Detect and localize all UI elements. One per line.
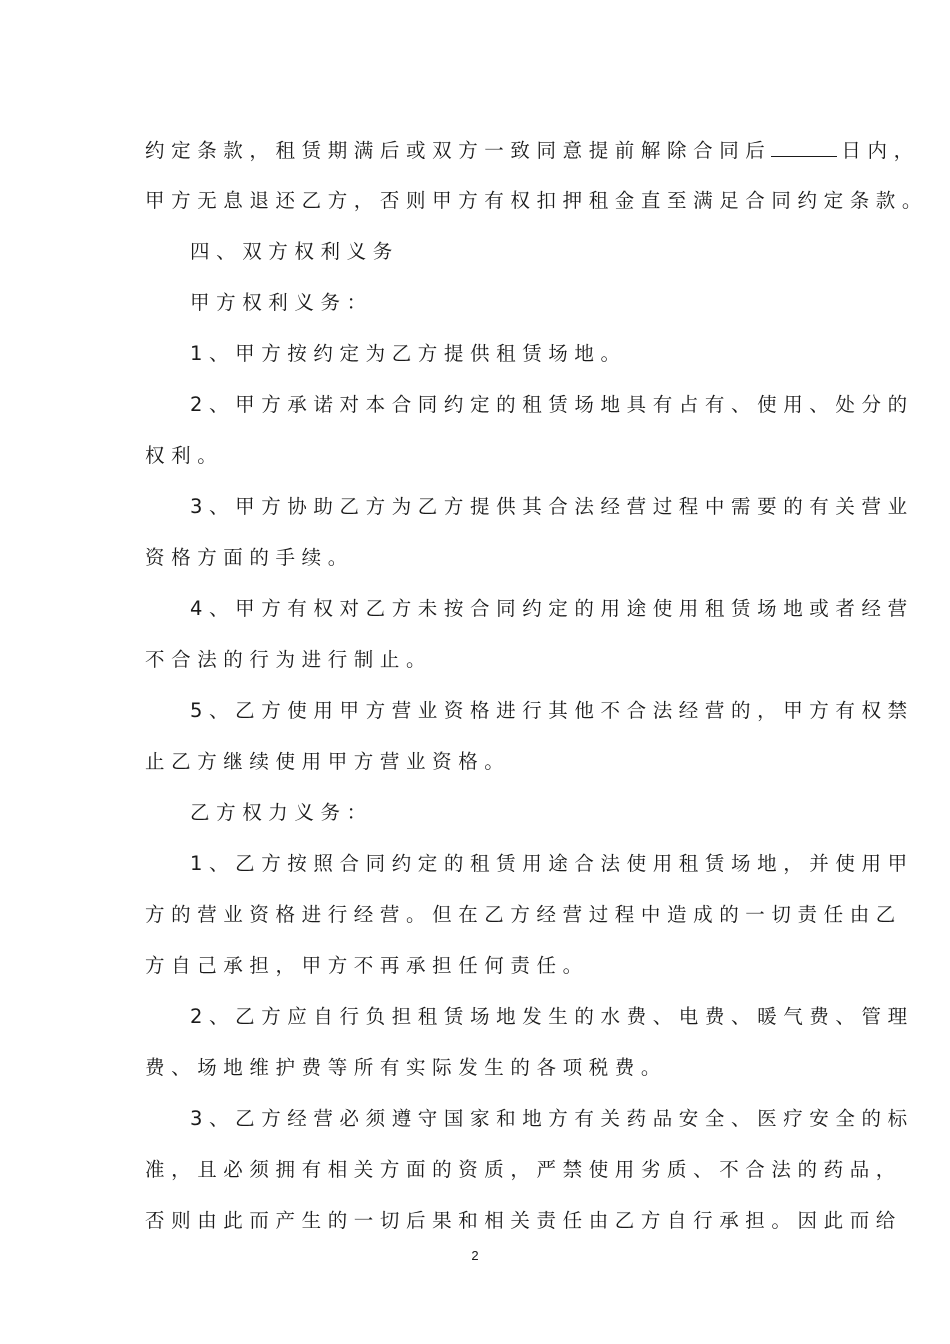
text-line-1-after: 日内， [841, 139, 920, 162]
text-line-1 [145, 138, 920, 163]
fill-in-blank [771, 138, 837, 157]
party-a-item-3-line-2: 资格方面的手续。 [145, 546, 354, 569]
party-b-item-3-line-1: 3、乙方经营必须遵守国家和地方有关药品安全、医疗安全的标 [190, 1107, 914, 1130]
section-heading-rights-obligations: 四、双方权利义务 [190, 240, 399, 263]
party-a-item-1: 1、甲方按约定为乙方提供租赁场地。 [190, 342, 627, 365]
subheading-party-b: 乙方权力义务： [190, 801, 373, 824]
party-a-item-4-line-1: 4、甲方有权对乙方未按合同约定的用途使用租赁场地或者经营 [190, 597, 914, 620]
subheading-party-a: 甲方权利义务： [190, 291, 373, 314]
party-a-item-3-line-1: 3、甲方协助乙方为乙方提供其合法经营过程中需要的有关营业 [190, 495, 914, 518]
party-b-item-3-line-3: 否则由此而产生的一切后果和相关责任由乙方自行承担。因此而给 [145, 1209, 902, 1232]
party-b-item-1-line-1: 1、乙方按照合同约定的租赁用途合法使用租赁场地，并使用甲 [190, 852, 914, 875]
party-a-item-2-line-1: 2、甲方承诺对本合同约定的租赁场地具有占有、使用、处分的 [190, 393, 914, 416]
text-line-1-before: 约定条款，租赁期满后或双方一致同意提前解除合同后 [145, 139, 772, 162]
party-b-item-2-line-1: 2、乙方应自行负担租赁场地发生的水费、电费、暖气费、管理 [190, 1005, 914, 1028]
page-number: 2 [471, 1248, 479, 1263]
party-a-item-5-line-2: 止乙方继续使用甲方营业资格。 [145, 750, 511, 773]
text-line-2: 甲方无息退还乙方，否则甲方有权扣押租金直至满足合同约定条款。 [145, 189, 929, 212]
party-a-item-5-line-1: 5、乙方使用甲方营业资格进行其他不合法经营的，甲方有权禁 [190, 699, 914, 722]
party-a-item-4-line-2: 不合法的行为进行制止。 [145, 648, 433, 671]
party-b-item-3-line-2: 准，且必须拥有相关方面的资质，严禁使用劣质、不合法的药品， [145, 1158, 902, 1181]
party-a-item-2-line-2: 权利。 [145, 444, 224, 467]
party-b-item-1-line-2: 方的营业资格进行经营。但在乙方经营过程中造成的一切责任由乙 [145, 903, 902, 926]
party-b-item-1-line-3: 方自己承担，甲方不再承担任何责任。 [145, 954, 589, 977]
party-b-item-2-line-2: 费、场地维护费等所有实际发生的各项税费。 [145, 1056, 668, 1079]
